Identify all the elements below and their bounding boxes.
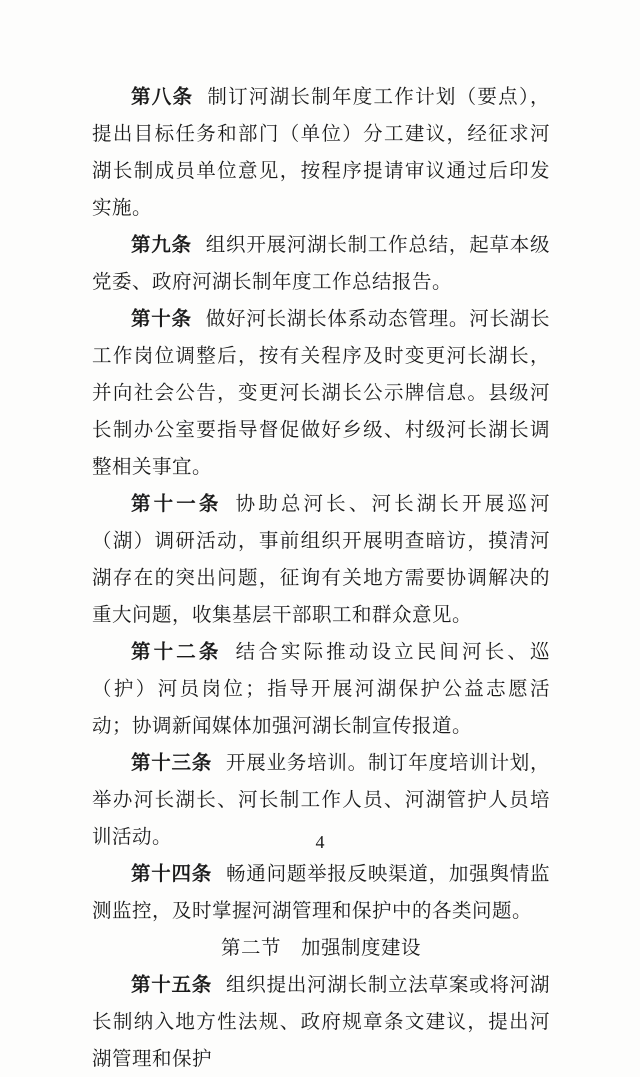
article-heading: 第八条 xyxy=(131,85,194,108)
article-heading: 第十四条 xyxy=(131,862,213,885)
article-heading: 第十五条 xyxy=(131,973,213,996)
article-9 xyxy=(92,226,550,300)
article-text: 畅通问题举报反映渠道，加强舆情监测监控，及时掌握河湖管理和保护中的各类问题。 xyxy=(92,862,550,922)
article-text: 组织提出河湖长制立法草案或将河湖长制纳入地方性法规、政府规章条文建议，提出河湖管理和保护 xyxy=(92,973,550,1070)
article-heading: 第十二条 xyxy=(131,640,222,663)
article-11 xyxy=(92,485,550,633)
article-10 xyxy=(92,300,550,485)
article-12 xyxy=(92,633,550,744)
document-body xyxy=(92,78,550,1077)
article-text: 做好河长湖长体系动态管理。河长湖长工作岗位调整后，按有关程序及时变更河长湖长，并向社会公告，变更河长湖长公示牌信息。县级河长制办公室要指导督促做好乡级、村级河长湖长调整相关事宜。 xyxy=(92,307,550,478)
article-text: 制订河湖长制年度工作计划（要点），提出目标任务和部门（单位）分工建议，经征求河湖长制成员单位意见，按程序提请审议通过后印发实施。 xyxy=(92,85,550,219)
section-title: 加强制度建设 xyxy=(301,936,422,959)
article-14 xyxy=(92,855,550,929)
section-heading xyxy=(92,929,550,966)
article-8 xyxy=(92,78,550,226)
article-heading: 第十三条 xyxy=(131,751,213,774)
article-heading: 第十一条 xyxy=(131,492,222,515)
article-text: 开展业务培训。制订年度培训计划，举办河长湖长、河长制工作人员、河湖管护人员培训活动。 xyxy=(92,751,550,848)
section-number: 第二节 xyxy=(220,936,281,959)
page-number: 4 xyxy=(315,832,325,852)
article-text: 协助总河长、河长湖长开展巡河（湖）调研活动，事前组织开展明查暗访，摸清河湖存在的突出问题，征询有关地方需要协调解决的重大问题，收集基层干部职工和群众意见。 xyxy=(92,492,550,626)
article-text: 结合实际推动设立民间河长、巡（护）河员岗位；指导开展河湖保护公益志愿活动；协调新闻媒体加强河湖长制宣传报道。 xyxy=(92,640,550,737)
article-heading: 第九条 xyxy=(131,233,192,256)
article-heading: 第十条 xyxy=(131,307,192,330)
article-15 xyxy=(92,966,550,1077)
article-text: 组织开展河湖长制工作总结，起草本级党委、政府河湖长制年度工作总结报告。 xyxy=(92,233,550,293)
